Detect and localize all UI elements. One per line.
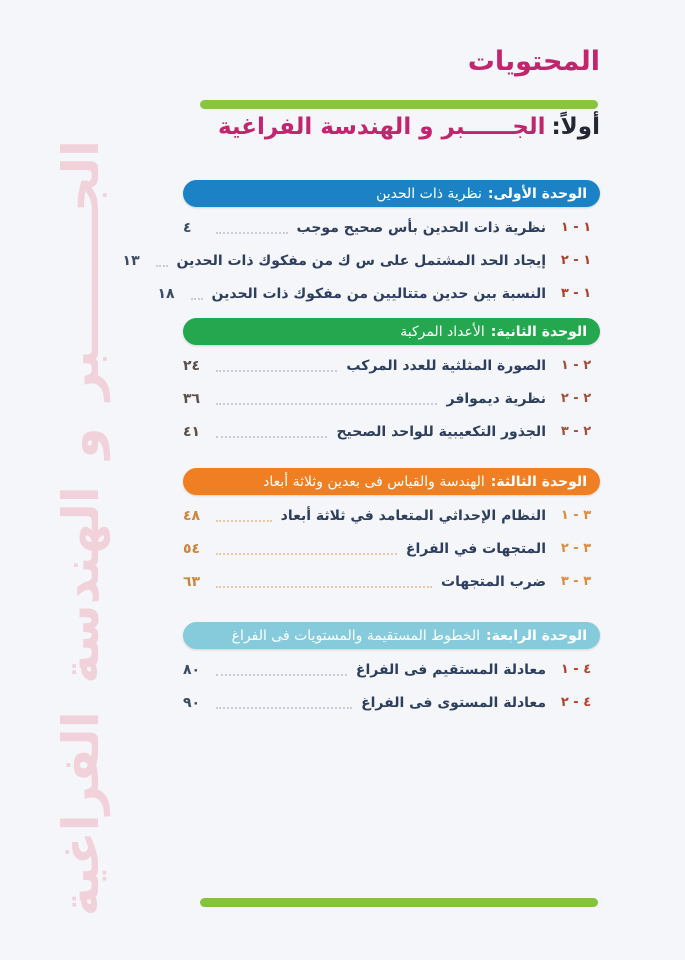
units-list [122, 180, 600, 719]
dotted-leader [216, 370, 337, 372]
lesson-number: ٢ - ١ [560, 253, 592, 268]
lesson-number: ٣ - ١ [560, 286, 592, 301]
unit-section [183, 622, 600, 719]
page-number: ٨٠ [183, 661, 201, 678]
lesson-number: ٢ - ٤ [560, 695, 592, 710]
lesson-number: ٣ - ٣ [560, 574, 592, 589]
section-heading-prefix: أولاً: [551, 114, 600, 140]
lesson-number: ١ - ٣ [560, 508, 592, 523]
toc-list [122, 207, 600, 310]
dotted-leader [191, 298, 203, 300]
page-number: ٢٤ [183, 357, 201, 374]
unit-header-bar [183, 318, 600, 345]
toc-list [183, 649, 600, 719]
lesson-number: ١ - ١ [560, 220, 592, 235]
lesson-title: معادلة المستوى فى الفراغ [361, 694, 546, 711]
toc-row [157, 277, 600, 310]
lesson-title: ضرب المتجهات [441, 573, 546, 590]
dotted-leader [216, 232, 288, 234]
unit-label: الوحدة الثانية: [490, 323, 587, 340]
page-number: ٦٣ [183, 573, 201, 590]
unit-section [183, 318, 600, 448]
lesson-title: نظرية ديموافر [446, 390, 546, 407]
lesson-title: النظام الإحداثي المتعامد في ثلاثة أبعاد [280, 507, 546, 524]
unit-label: الوحدة الثالثة: [490, 473, 587, 490]
section-heading [218, 114, 600, 140]
lesson-title: الجذور التكعيبية للواحد الصحيح [336, 423, 546, 440]
unit-header-bar [183, 180, 600, 207]
unit-section [122, 180, 600, 310]
lesson-number: ١ - ٤ [560, 662, 592, 677]
page-number: ١٨ [157, 285, 175, 302]
page-number: ١٣ [122, 252, 140, 269]
page-number: ٩٠ [183, 694, 201, 711]
top-divider-rule [200, 100, 598, 109]
unit-title: الخطوط المستقيمة والمستويات فى الفراغ [231, 627, 481, 644]
page-title: المحتويات [467, 46, 600, 77]
lesson-number: ١ - ٢ [560, 358, 592, 373]
toc-row [183, 499, 600, 532]
dotted-leader [216, 674, 347, 676]
toc-row [183, 382, 600, 415]
unit-title: الأعداد المركبة [400, 323, 485, 340]
section-heading-text: الجــــــبر و الهندسة الفراغية [217, 114, 546, 140]
dotted-leader [216, 436, 327, 438]
toc-row [183, 653, 600, 686]
lesson-number: ٢ - ٢ [560, 391, 592, 406]
dotted-leader [216, 553, 397, 555]
unit-label: الوحدة الرابعة: [486, 627, 587, 644]
bottom-divider-rule [200, 898, 598, 907]
page-number: ٣٦ [183, 390, 201, 407]
lesson-number: ٢ - ٣ [560, 541, 592, 556]
page-number: ٤ [183, 219, 192, 236]
lesson-title: الصورة المثلثية للعدد المركب [346, 357, 546, 374]
unit-section [183, 468, 600, 598]
unit-header-bar [183, 622, 600, 649]
watermark-text: الجــــــــبر و الهندسة الفراغية [52, 140, 110, 917]
unit-header-bar [183, 468, 600, 495]
toc-row [183, 565, 600, 598]
unit-title: الهندسة والقياس فى بعدين وثلاثة أبعاد [263, 473, 485, 490]
lesson-title: معادلة المستقيم فى الفراغ [355, 661, 546, 678]
toc-row [122, 244, 600, 277]
toc-row [183, 211, 600, 244]
toc-row [183, 532, 600, 565]
lesson-title: النسبة بين حدين متتاليين من مفكوك ذات الحدين [211, 285, 546, 302]
toc-list [183, 345, 600, 448]
toc-list [183, 495, 600, 598]
toc-row [183, 686, 600, 719]
dotted-leader [216, 707, 352, 709]
page-number: ٤٨ [183, 507, 201, 524]
unit-label: الوحدة الأولى: [487, 185, 587, 202]
dotted-leader [156, 265, 168, 267]
lesson-title: المتجهات في الفراغ [405, 540, 546, 557]
lesson-title: نظرية ذات الحدين بأس صحيح موجب [296, 219, 546, 236]
lesson-number: ٣ - ٢ [560, 424, 592, 439]
toc-row [183, 415, 600, 448]
dotted-leader [216, 520, 272, 522]
dotted-leader [216, 403, 437, 405]
page-number: ٤١ [183, 423, 201, 440]
lesson-title: إيجاد الحد المشتمل على س ك من مفكوك ذات الحدين [176, 252, 546, 269]
page-number: ٥٤ [183, 540, 201, 557]
unit-title: نظرية ذات الحدين [376, 185, 482, 202]
dotted-leader [216, 586, 432, 588]
toc-row [183, 349, 600, 382]
